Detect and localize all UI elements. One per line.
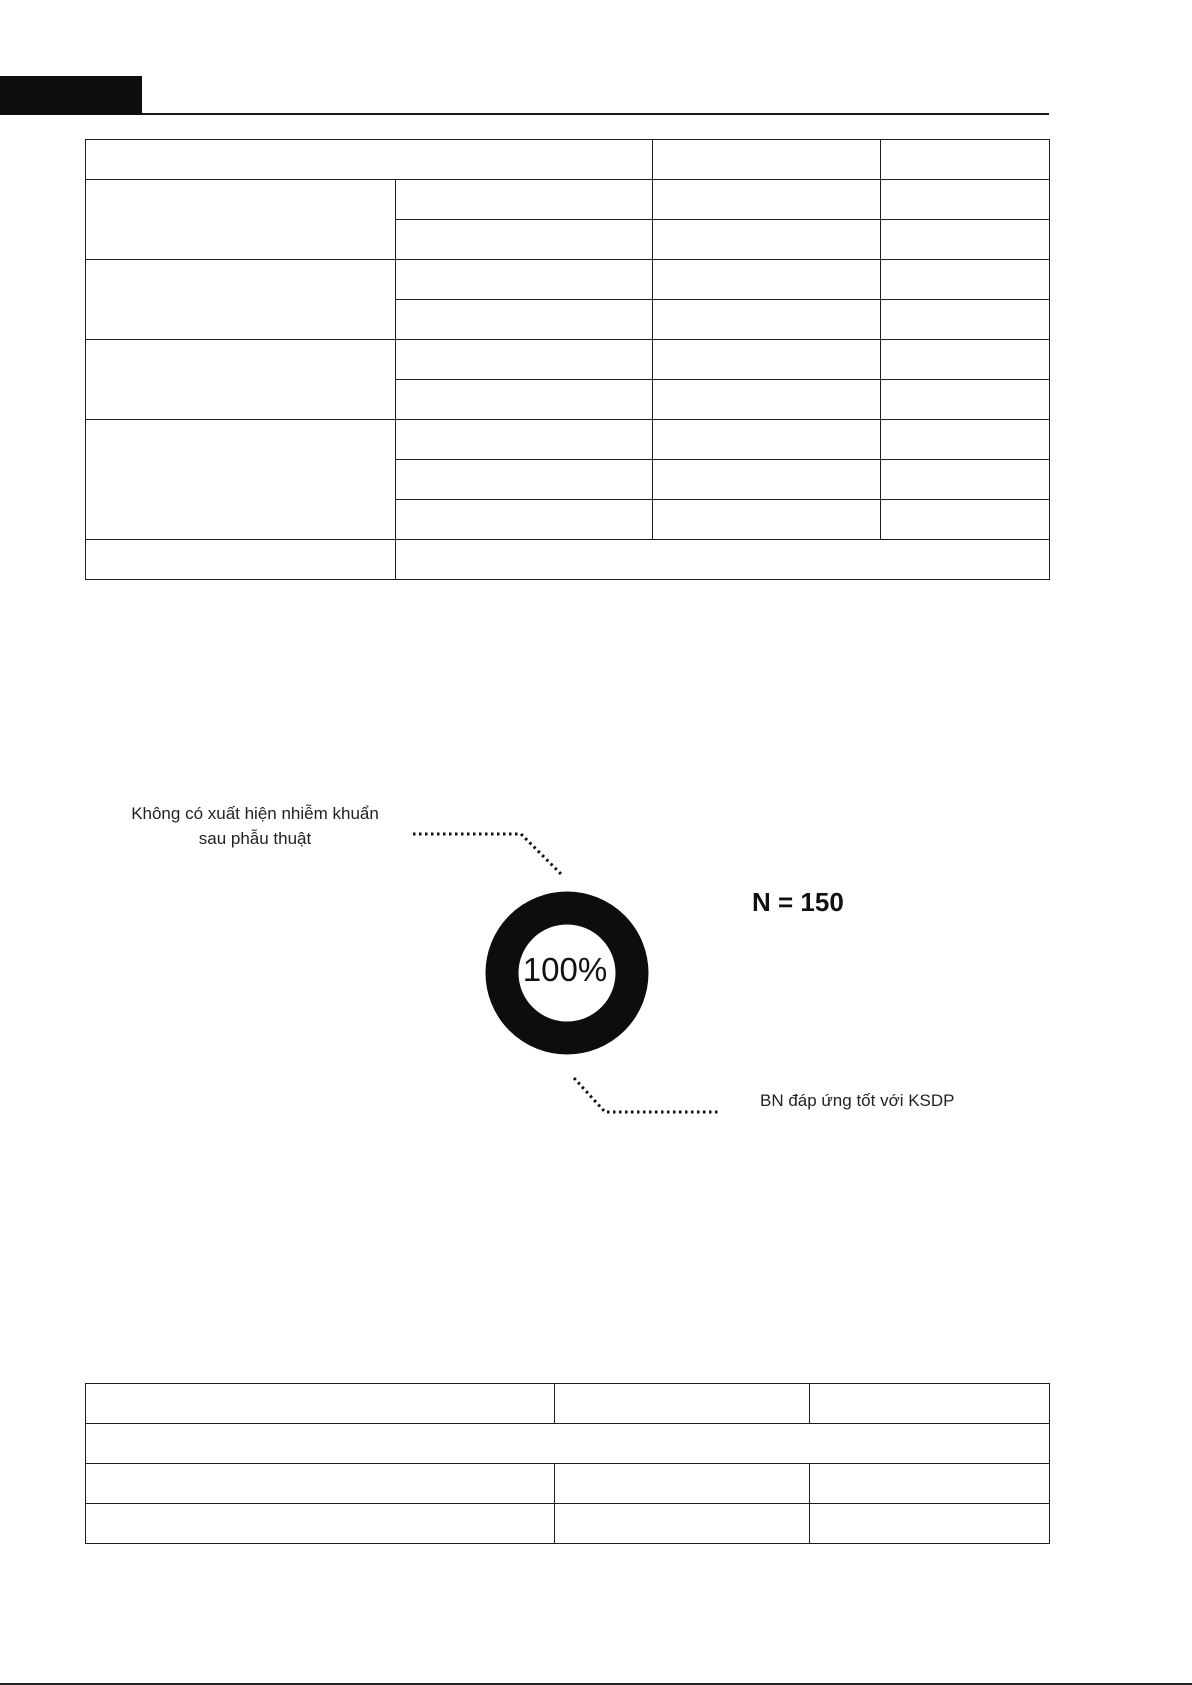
label-top: Không có xuất hiện nhiễm khuẩn sau phẫu thuật: [131, 804, 379, 848]
table-cell: [881, 460, 1050, 500]
table-cell: [653, 460, 881, 500]
table-cell: [653, 180, 881, 220]
table-row: [86, 180, 1050, 220]
table-row: [86, 420, 1050, 460]
table-cell: [396, 340, 653, 380]
label-bottom: BN đáp ứng tốt với KSDP: [760, 1091, 955, 1110]
table-cell: [555, 1384, 810, 1424]
table-cell: [653, 380, 881, 420]
table-cell: [881, 500, 1050, 540]
table-cell: [396, 380, 653, 420]
header-block: [0, 76, 142, 115]
table-cell: [86, 1464, 555, 1504]
leader-line-top: [413, 834, 561, 874]
table-cell: [810, 1464, 1050, 1504]
table-row: [86, 260, 1050, 300]
donut-figure: [120, 795, 1020, 1135]
table-cell: [396, 260, 653, 300]
table-row: [86, 340, 1050, 380]
table-cell: [810, 1504, 1050, 1544]
donut-center-value: 100%: [522, 951, 608, 988]
n-label: N = 150: [752, 887, 844, 917]
table-cell: [86, 260, 396, 340]
leader-line-bottom: [574, 1078, 720, 1112]
table-cell: [653, 260, 881, 300]
table-cell: [396, 540, 1050, 580]
table-cell: [396, 180, 653, 220]
table-row: [86, 140, 1050, 180]
table-cell: [396, 420, 653, 460]
table-row: [86, 540, 1050, 580]
table-cell: [881, 140, 1050, 180]
table-cell: [653, 140, 881, 180]
table-cell: [653, 300, 881, 340]
table-cell: [810, 1384, 1050, 1424]
table-cell: [555, 1504, 810, 1544]
table-cell: [86, 1504, 555, 1544]
table-cell: [396, 220, 653, 260]
table-cell: [881, 420, 1050, 460]
table-cell: [653, 420, 881, 460]
table-row: [86, 1384, 1050, 1424]
table-cell: [86, 540, 396, 580]
table-row: [86, 1424, 1050, 1464]
table-cell: [86, 1384, 555, 1424]
table-cell: [86, 420, 396, 540]
table-cell: [653, 340, 881, 380]
table-cell: [881, 260, 1050, 300]
table-cell: [396, 500, 653, 540]
table-cell: [396, 300, 653, 340]
table-cell: [881, 300, 1050, 340]
table-row: [86, 1464, 1050, 1504]
table-cell: [881, 380, 1050, 420]
table-cell: [881, 180, 1050, 220]
table-cell: [86, 180, 396, 260]
table-cell: [881, 220, 1050, 260]
table-cell: [881, 340, 1050, 380]
table-bottom: [85, 1383, 1050, 1544]
table-cell: [396, 460, 653, 500]
table-cell: [653, 220, 881, 260]
table-cell: [555, 1464, 810, 1504]
table-cell: [86, 340, 396, 420]
table-cell: [86, 1424, 1050, 1464]
table-cell: [86, 140, 653, 180]
header-rule: [142, 113, 1049, 115]
table-row: [86, 1504, 1050, 1544]
table-cell: [653, 500, 881, 540]
table-top: [85, 139, 1050, 580]
